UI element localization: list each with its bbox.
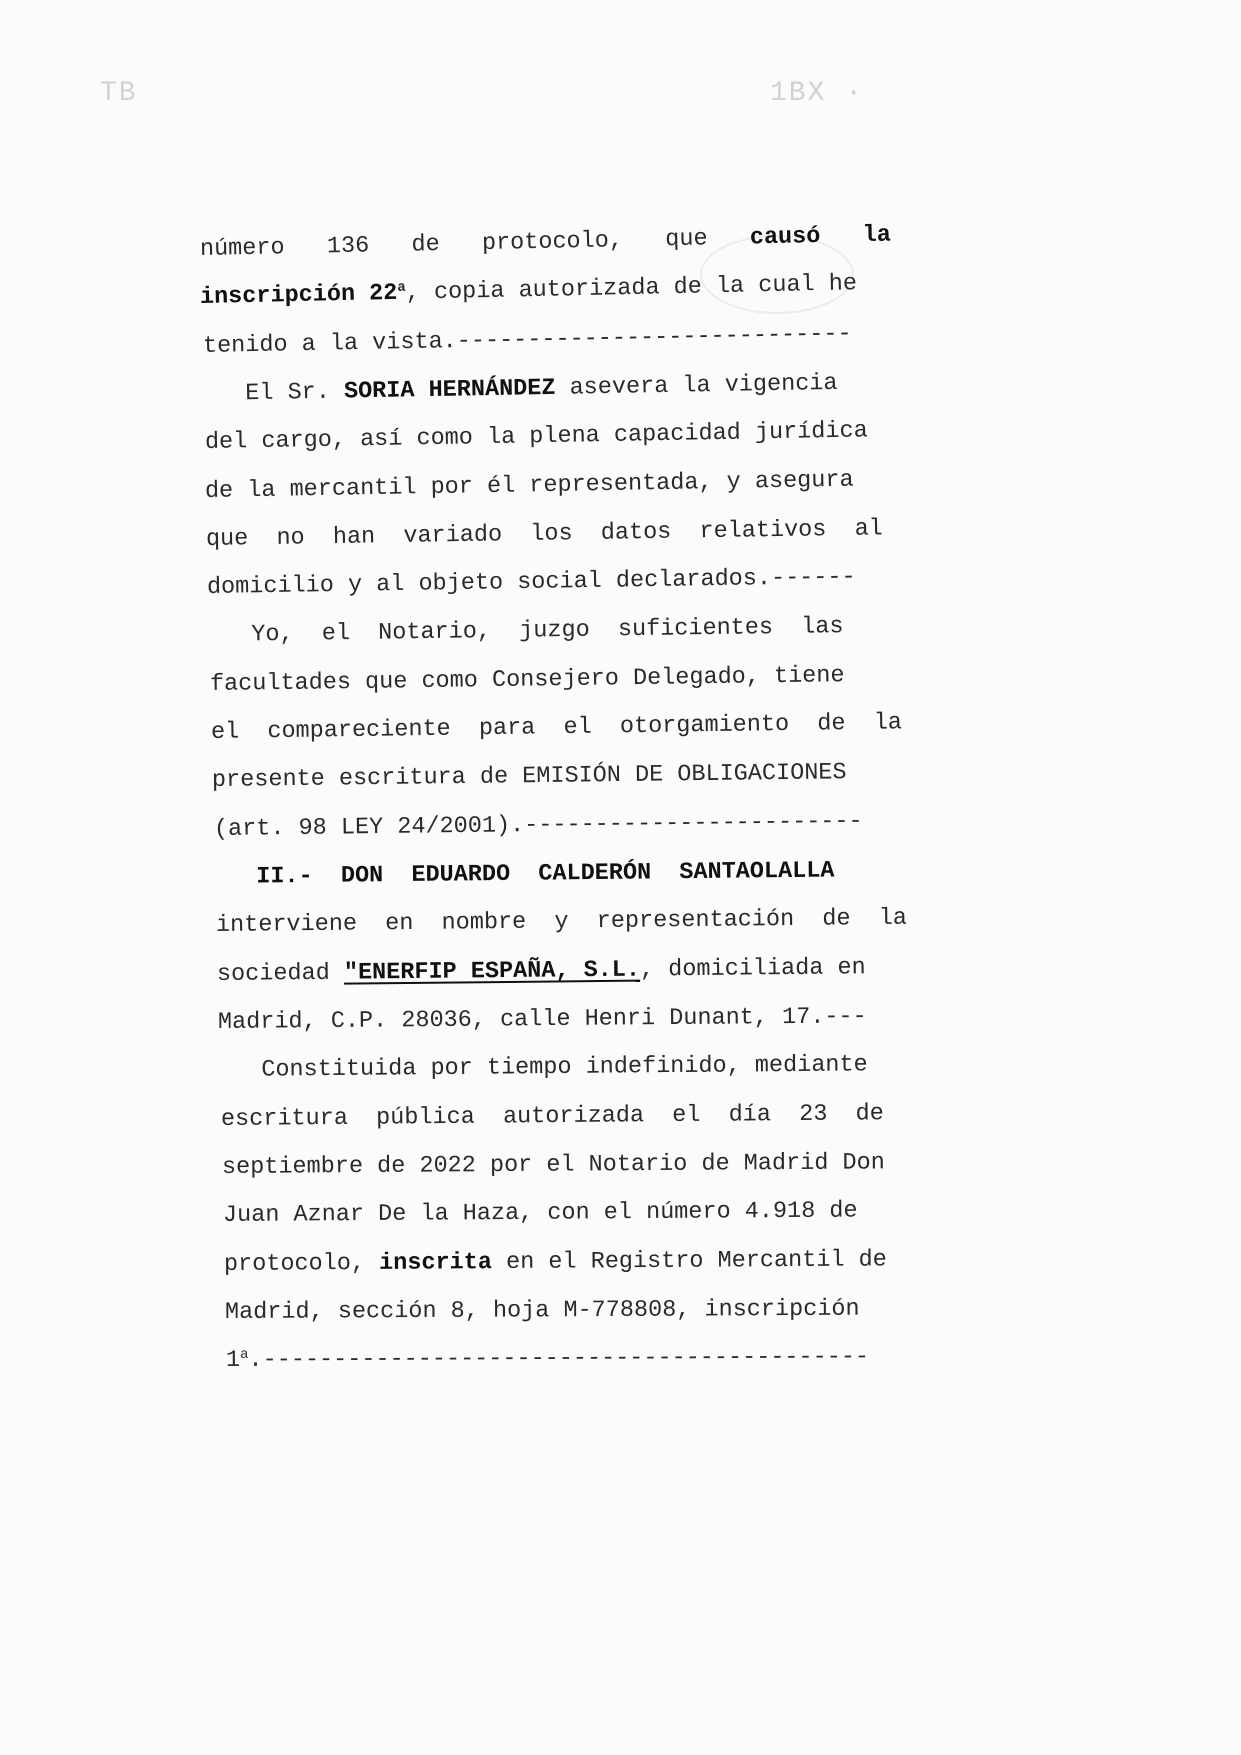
- text-line: [223, 1197, 858, 1231]
- text-line: [207, 563, 856, 603]
- faint-header-mark-left: TB: [100, 78, 138, 109]
- text-run: Constituida por tiempo indefinido, mediante: [218, 1051, 868, 1084]
- text-run: (art. 98 LEY 24/2001).------------------------: [213, 808, 863, 843]
- text-run: II.- DON EDUARDO CALDERÓN SANTAOLALLA: [213, 857, 835, 891]
- text-run: protocolo,: [223, 1249, 380, 1278]
- text-line: [212, 758, 847, 796]
- text-run: domicilio y al objeto social declarados.------: [206, 563, 856, 601]
- text-run: inscrita: [379, 1249, 493, 1277]
- text-line: [210, 661, 845, 700]
- text-run: sociedad: [216, 959, 345, 988]
- text-run: SORIA HERNÁNDEZ: [343, 374, 556, 406]
- text-run: septiembre de 2022 por el Notario de Madrid Don: [221, 1149, 885, 1181]
- text-line: [203, 369, 838, 410]
- text-line: [217, 953, 866, 990]
- text-run: número 136 de protocolo, que: [199, 224, 751, 263]
- text-run: presente escritura de EMISIÓN DE OBLIGACIONES: [211, 759, 847, 794]
- text-line: [221, 1099, 884, 1135]
- text-run: , copia autorizada de la cual he: [405, 270, 858, 307]
- text-line: [205, 466, 854, 507]
- text-line: [225, 1295, 860, 1328]
- text-run: interviene en nombre y representación de la: [215, 904, 908, 939]
- text-line: [214, 807, 863, 845]
- text-run: Juan Aznar De la Haza, con el número 4.918 de: [222, 1197, 858, 1229]
- text-run: , domiciliada en: [639, 954, 866, 984]
- text-run: que no han variado los datos relativos al: [205, 515, 884, 553]
- text-run: escritura pública autorizada el día 23 de: [220, 1100, 884, 1133]
- text-run: del cargo, así como la plena capacidad jurídica: [204, 417, 868, 456]
- text-line: [209, 612, 844, 651]
- text-run: a: [397, 279, 406, 296]
- text-line: [214, 857, 835, 893]
- text-run: Madrid, sección 8, hoja M-778808, inscripción: [224, 1295, 860, 1326]
- text-line: [222, 1148, 885, 1183]
- text-line: [211, 708, 902, 748]
- text-run: asevera la vigencia: [555, 369, 838, 402]
- text-run: tenido a la vista.----------------------------: [202, 320, 852, 360]
- text-line: [205, 416, 868, 458]
- text-line: [226, 1343, 869, 1376]
- text-line: [218, 1002, 867, 1038]
- text-line: [224, 1245, 887, 1280]
- text-run: .-------------------------------------------: [248, 1343, 870, 1374]
- faint-header-mark-right: 1BX ·: [770, 78, 865, 109]
- text-run: "ENERFIP ESPAÑA, S.L.: [343, 956, 641, 987]
- text-run: de la mercantil por él representada, y asegura: [204, 466, 854, 505]
- text-run: inscripción 22: [199, 279, 398, 311]
- text-line: [203, 320, 852, 362]
- text-run: causó la: [749, 221, 892, 252]
- text-run: Madrid, C.P. 28036, calle Henri Dunant, 17.---: [217, 1003, 867, 1036]
- text-run: Yo, el Notario, juzgo suficientes las: [208, 613, 844, 649]
- text-run: a: [240, 1346, 249, 1363]
- text-run: el compareciente para el otorgamiento de la: [210, 709, 903, 746]
- text-line: [216, 904, 907, 941]
- text-line: [206, 514, 883, 555]
- text-run: en el Registro Mercantil de: [491, 1246, 887, 1277]
- text-line: [219, 1050, 868, 1086]
- text-run: 1: [225, 1346, 241, 1374]
- text-run: El Sr.: [202, 378, 345, 408]
- text-run: facultades que como Consejero Delegado, tiene: [209, 662, 845, 698]
